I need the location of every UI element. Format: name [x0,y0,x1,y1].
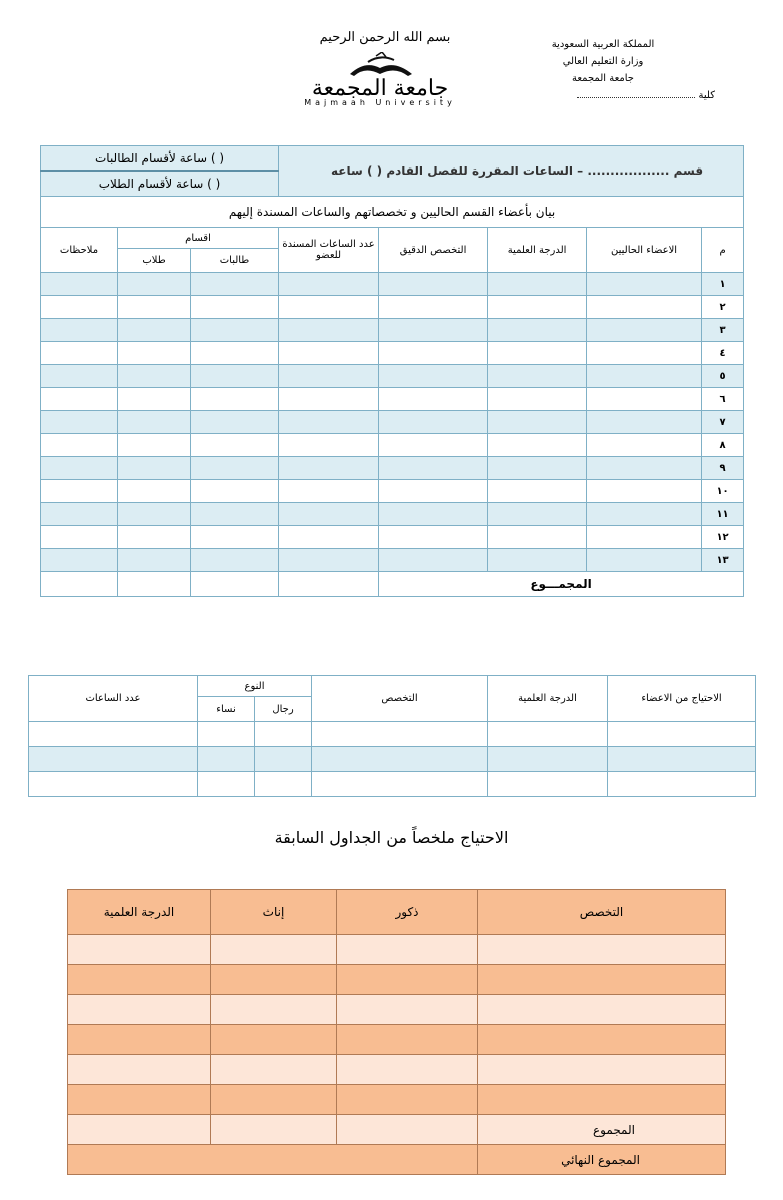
total-cell[interactable] [118,572,191,597]
need-cell[interactable] [608,747,756,772]
member-cell[interactable] [118,411,191,434]
summary-cell[interactable] [478,995,726,1025]
member-cell[interactable] [118,526,191,549]
member-cell[interactable] [118,549,191,572]
summary-final-total-cell[interactable] [68,1145,478,1175]
member-cell[interactable] [379,365,488,388]
member-row [41,273,744,296]
member-row [41,457,744,480]
summary-cell[interactable] [68,1085,211,1115]
member-cell[interactable] [41,480,118,503]
row-number: ٩ [702,457,744,480]
member-cell[interactable] [41,273,118,296]
col-header-members: الاعضاء الحاليين [587,228,702,273]
member-row [41,549,744,572]
col-header-degree: الدرجة العلمية [68,890,211,935]
logo-english-text: Majmaah University [304,98,456,107]
row-number: ١٠ [702,480,744,503]
logo-arabic-text: جامعة المجمعة [311,76,449,101]
member-cell[interactable] [587,411,702,434]
member-cell[interactable] [118,319,191,342]
need-cell[interactable] [255,722,312,747]
summary-cell[interactable] [211,1055,337,1085]
need-cell[interactable] [488,722,608,747]
member-cell[interactable] [379,411,488,434]
university-logo [290,50,470,108]
member-cell[interactable] [587,480,702,503]
member-cell[interactable] [191,503,279,526]
department-title: قسم .................. – الساعات المقررة للفصل القادم ( ) ساعه [279,146,744,197]
need-cell[interactable] [29,722,198,747]
member-cell[interactable] [41,457,118,480]
row-number: ٦ [702,388,744,411]
member-cell[interactable] [279,457,379,480]
members-subtitle: بيان بأعضاء القسم الحاليين و تخصصاتهم والساعات المسندة إليهم [41,197,744,228]
member-cell[interactable] [379,434,488,457]
summary-final-total-label: المجموع النهائي [478,1145,726,1175]
member-cell[interactable] [41,503,118,526]
need-cell[interactable] [198,747,255,772]
member-cell[interactable] [488,296,587,319]
col-header-hours: عدد الساعات [29,676,198,722]
member-cell[interactable] [118,342,191,365]
member-cell[interactable] [191,526,279,549]
college-field [577,87,715,101]
member-cell[interactable] [488,526,587,549]
col-header-specialty: التخصص الدقيق [379,228,488,273]
member-cell[interactable] [41,411,118,434]
member-cell[interactable] [191,480,279,503]
need-cell[interactable] [608,722,756,747]
member-cell[interactable] [41,296,118,319]
member-cell[interactable] [488,388,587,411]
summary-table [67,889,726,1175]
member-cell[interactable] [191,434,279,457]
member-cell[interactable] [379,319,488,342]
member-cell[interactable] [279,480,379,503]
basmala: بسم الله الرحمن الرحيم [319,30,451,45]
member-row [41,296,744,319]
member-cell[interactable] [279,549,379,572]
member-row [41,480,744,503]
col-header-women: نساء [198,697,255,722]
member-cell[interactable] [587,549,702,572]
member-cell[interactable] [379,526,488,549]
summary-cell[interactable] [68,1025,211,1055]
member-row [41,319,744,342]
summary-cell[interactable] [478,1025,726,1055]
male-hours-field: ( ) ساعة لأقسام الطلاب [41,171,279,197]
member-row [41,526,744,549]
member-cell[interactable] [587,342,702,365]
row-number: ١١ [702,503,744,526]
col-header-female: إناث [211,890,337,935]
member-cell[interactable] [488,480,587,503]
member-cell[interactable] [488,434,587,457]
member-cell[interactable] [587,296,702,319]
row-number: ١٣ [702,549,744,572]
col-header-need: الاحتياج من الاعضاء [608,676,756,722]
summary-cell[interactable] [211,995,337,1025]
summary-cell[interactable] [478,1085,726,1115]
need-cell[interactable] [312,747,488,772]
member-cell[interactable] [379,342,488,365]
member-cell[interactable] [41,342,118,365]
col-header-degree: الدرجة العلمية [488,676,608,722]
summary-cell[interactable] [478,1055,726,1085]
summary-cell[interactable] [337,965,478,995]
member-cell[interactable] [118,273,191,296]
summary-cell[interactable] [68,935,211,965]
need-cell[interactable] [488,772,608,797]
member-cell[interactable] [587,503,702,526]
member-cell[interactable] [279,342,379,365]
member-cell[interactable] [118,457,191,480]
need-cell[interactable] [198,722,255,747]
row-number: ٢ [702,296,744,319]
member-row [41,434,744,457]
member-cell[interactable] [191,273,279,296]
member-cell[interactable] [379,273,488,296]
member-cell[interactable] [41,549,118,572]
col-header-type: النوع [198,676,312,697]
member-row [41,365,744,388]
summary-cell[interactable] [211,1085,337,1115]
member-cell[interactable] [587,526,702,549]
member-cell[interactable] [279,526,379,549]
summary-cell[interactable] [337,1055,478,1085]
need-cell[interactable] [255,747,312,772]
summary-cell[interactable] [337,995,478,1025]
member-cell[interactable] [191,388,279,411]
member-cell[interactable] [191,411,279,434]
member-cell[interactable] [279,365,379,388]
member-cell[interactable] [41,365,118,388]
member-cell[interactable] [488,365,587,388]
member-cell[interactable] [41,434,118,457]
member-cell[interactable] [118,296,191,319]
member-cell[interactable] [488,342,587,365]
summary-cell[interactable] [478,935,726,965]
college-label: كلية [698,90,715,101]
college-dotted-line [577,87,695,98]
member-cell[interactable] [488,503,587,526]
col-header-male: طلاب [118,249,191,273]
summary-total-cell[interactable] [337,1115,478,1145]
member-cell[interactable] [191,296,279,319]
member-cell[interactable] [279,388,379,411]
total-cell[interactable] [41,572,118,597]
member-cell[interactable] [279,296,379,319]
total-cell[interactable] [279,572,379,597]
summary-cell[interactable] [68,1055,211,1085]
member-cell[interactable] [118,434,191,457]
member-cell[interactable] [587,365,702,388]
member-cell[interactable] [587,388,702,411]
member-cell[interactable] [379,503,488,526]
needs-table [28,675,756,797]
summary-total-label: المجموع [478,1115,726,1145]
member-cell[interactable] [118,480,191,503]
summary-cell[interactable] [337,935,478,965]
member-cell[interactable] [279,411,379,434]
ministry-label: وزارة التعليم العالي [562,56,644,67]
member-cell[interactable] [379,549,488,572]
summary-cell[interactable] [211,965,337,995]
summary-cell[interactable] [68,995,211,1025]
member-cell[interactable] [488,549,587,572]
need-cell[interactable] [255,772,312,797]
summary-total-cell[interactable] [211,1115,337,1145]
col-header-degree: الدرجة العلمية [488,228,587,273]
col-header-men: رجال [255,697,312,722]
member-cell[interactable] [118,503,191,526]
row-number: ٣ [702,319,744,342]
member-cell[interactable] [488,457,587,480]
member-row [41,503,744,526]
member-cell[interactable] [279,434,379,457]
col-header-female: طالبات [191,249,279,273]
member-cell[interactable] [587,319,702,342]
member-cell[interactable] [379,296,488,319]
row-number: ٧ [702,411,744,434]
summary-cell[interactable] [211,935,337,965]
need-cell[interactable] [29,772,198,797]
member-cell[interactable] [379,480,488,503]
member-cell[interactable] [191,365,279,388]
need-cell[interactable] [488,747,608,772]
col-header-specialty: التخصص [312,676,488,722]
member-row [41,411,744,434]
member-cell[interactable] [191,457,279,480]
summary-cell[interactable] [211,1025,337,1055]
summary-cell[interactable] [68,965,211,995]
member-cell[interactable] [41,526,118,549]
row-number: ٨ [702,434,744,457]
university-label: جامعة المجمعة [572,73,634,84]
member-cell[interactable] [41,388,118,411]
member-cell[interactable] [279,319,379,342]
member-cell[interactable] [587,434,702,457]
need-cell[interactable] [312,722,488,747]
member-cell[interactable] [488,411,587,434]
need-cell[interactable] [198,772,255,797]
female-hours-field: ( ) ساعة لأقسام الطالبات [41,146,279,172]
member-cell[interactable] [191,319,279,342]
member-cell[interactable] [279,503,379,526]
member-cell[interactable] [191,342,279,365]
need-cell[interactable] [312,772,488,797]
col-header-specialty: التخصص [478,890,726,935]
col-header-male: ذكور [337,890,478,935]
summary-cell[interactable] [337,1085,478,1115]
total-cell[interactable] [191,572,279,597]
institution-header [518,36,688,87]
summary-title: الاحتياج ملخصاً من الجداول السابقة [274,828,509,847]
row-number: ١ [702,273,744,296]
member-cell[interactable] [587,457,702,480]
summary-cell[interactable] [337,1025,478,1055]
member-cell[interactable] [379,457,488,480]
member-cell[interactable] [191,549,279,572]
col-header-sections: اقسام [118,228,279,249]
summary-cell[interactable] [478,965,726,995]
member-row [41,388,744,411]
member-cell[interactable] [118,365,191,388]
member-cell[interactable] [488,273,587,296]
col-header-hours: عدد الساعات المسندة للعضو [279,228,379,273]
member-cell[interactable] [118,388,191,411]
row-number: ٥ [702,365,744,388]
col-header-notes: ملاحظات [41,228,118,273]
member-cell[interactable] [488,319,587,342]
member-cell[interactable] [379,388,488,411]
need-cell[interactable] [608,772,756,797]
member-cell[interactable] [41,319,118,342]
member-row [41,342,744,365]
row-number: ٤ [702,342,744,365]
kingdom-label: المملكة العربية السعودية [551,39,655,50]
col-header-no: م [702,228,744,273]
need-cell[interactable] [29,747,198,772]
member-cell[interactable] [587,273,702,296]
member-cell[interactable] [279,273,379,296]
current-members-table [40,145,744,597]
total-label: المجمـــوع [379,572,744,597]
row-number: ١٢ [702,526,744,549]
summary-total-cell[interactable] [68,1115,211,1145]
